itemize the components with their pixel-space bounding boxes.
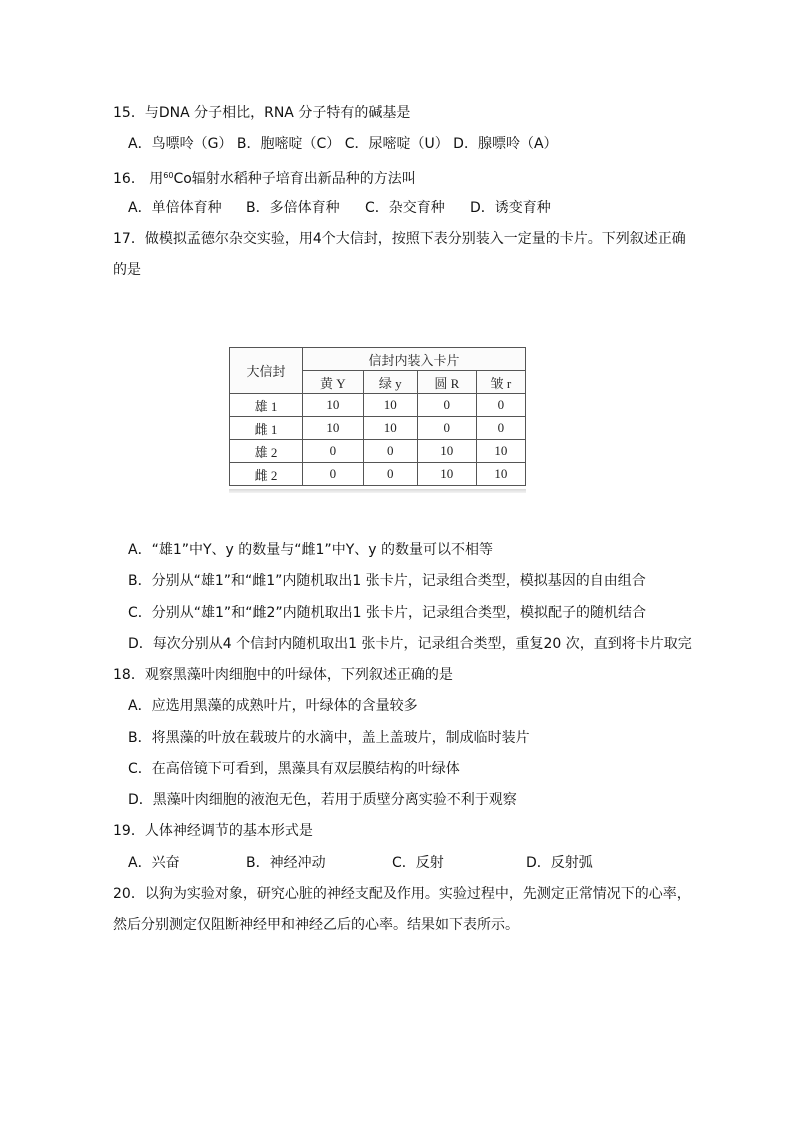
question-16-option-d: D．诱变育种	[470, 200, 551, 216]
row-label: 雌 1	[230, 417, 303, 440]
table-cell: 10	[417, 440, 476, 463]
table-cell: 0	[303, 463, 364, 486]
row-label: 雄 1	[230, 394, 303, 417]
question-19-option-a: A．兴奋	[128, 855, 180, 871]
question-17-option-d: D．每次分别从4 个信封内随机取出1 张卡片，记录组合类型，重复20 次，直到将卡片取完	[128, 636, 692, 652]
question-16-stem	[113, 167, 416, 188]
table-cell: 10	[476, 463, 525, 486]
question-18-option-d: D．黑藻叶肉细胞的液泡无色，若用于质壁分离实验不利于观察	[128, 792, 517, 808]
table-column-header: 黄 Y	[303, 371, 364, 394]
question-16-stem-prefix: 16． 用	[113, 171, 164, 187]
table-column-header: 绿 y	[363, 371, 417, 394]
table-row	[230, 417, 526, 440]
table-cell: 10	[303, 394, 364, 417]
question-15-options: A．鸟嘌呤（G） B．胞嘧啶（C） C．尿嘧啶（U） D．腺嘌呤（A）	[128, 136, 558, 152]
question-17-stem-line1: 17．做模拟孟德尔杂交实验，用4个大信封，按照下表分别装入一定量的卡片。下列叙述正确	[113, 231, 686, 247]
question-20-stem-line2: 然后分别测定仅阻断神经甲和神经乙后的心率。结果如下表所示。	[113, 917, 519, 933]
table-cell: 0	[417, 394, 476, 417]
question-17-option-c: C．分别从“雄1”和“雌2”内随机取出1 张卡片，记录组合类型，模拟配子的随机结合	[128, 605, 646, 621]
table-cell: 10	[363, 417, 417, 440]
question-18-option-a: A．应选用黑藻的成熟叶片，叶绿体的含量较多	[128, 698, 418, 714]
question-17-option-a: A．“雄1”中Y、y 的数量与“雌1”中Y、y 的数量可以不相等	[128, 542, 493, 558]
table-scan-shadow	[229, 489, 526, 493]
question-18-option-c: C．在高倍镜下可看到，黑藻具有双层膜结构的叶绿体	[128, 761, 460, 777]
isotope-superscript: 60	[163, 171, 174, 180]
table-cell: 0	[363, 463, 417, 486]
row-label: 雌 2	[230, 463, 303, 486]
question-20-stem-line1: 20．以狗为实验对象，研究心脏的神经支配及作用。实验过程中，先测定正常情况下的心率，	[113, 886, 691, 902]
table-column-header: 圆 R	[417, 371, 476, 394]
table-group-header: 信封内装入卡片	[303, 348, 526, 371]
table-corner-header: 大信封	[230, 348, 303, 394]
question-18-option-b: B．将黑藻的叶放在载玻片的水滴中，盖上盖玻片，制成临时装片	[128, 730, 530, 746]
question-18-stem: 18．观察黑藻叶肉细胞中的叶绿体，下列叙述正确的是	[113, 667, 453, 683]
question-16-option-a: A．单倍体育种	[128, 200, 222, 216]
question-19-option-d: D．反射弧	[526, 855, 593, 871]
table-cell: 0	[363, 440, 417, 463]
table-cell: 10	[476, 440, 525, 463]
question-16-option-b: B．多倍体育种	[246, 200, 340, 216]
question-19-option-c: C．反射	[392, 855, 444, 871]
table-cell: 10	[363, 394, 417, 417]
question-17-option-b: B．分别从“雄1”和“雌1”内随机取出1 张卡片，记录组合类型，模拟基因的自由组合	[128, 573, 646, 589]
envelope-card-table	[229, 347, 526, 486]
table-row	[230, 440, 526, 463]
question-16-stem-suffix: Co辐射水稻种子培育出新品种的方法叫	[173, 171, 416, 187]
table-row	[230, 394, 526, 417]
table-cell: 0	[417, 417, 476, 440]
table-cell: 0	[476, 417, 525, 440]
table-cell: 0	[476, 394, 525, 417]
question-17-stem-line2: 的是	[113, 262, 141, 278]
question-19-option-b: B．神经冲动	[246, 855, 326, 871]
table-cell: 10	[303, 417, 364, 440]
table-column-header: 皱 r	[476, 371, 525, 394]
question-19-stem: 19．人体神经调节的基本形式是	[113, 823, 313, 839]
table-row	[230, 463, 526, 486]
question-16-option-c: C．杂交育种	[365, 200, 445, 216]
row-label: 雄 2	[230, 440, 303, 463]
table-cell: 0	[303, 440, 364, 463]
question-15-stem: 15．与DNA 分子相比，RNA 分子特有的碱基是	[113, 105, 411, 121]
table-cell: 10	[417, 463, 476, 486]
